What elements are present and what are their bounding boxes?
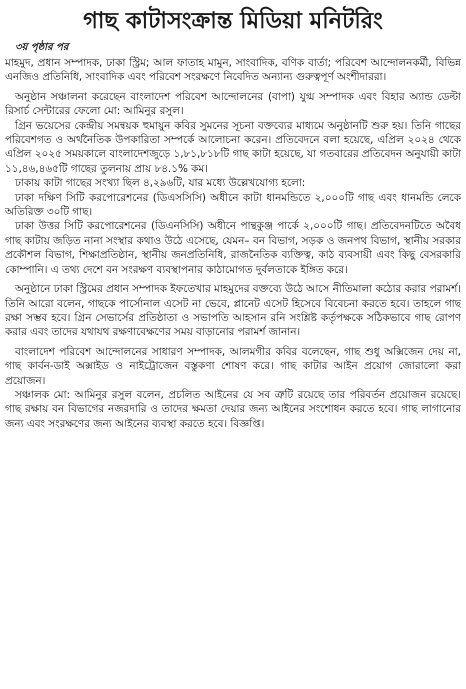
article-paragraph-6: ঢাকা উত্তর সিটি করপোরেশনের (ডিএনসিসি) অধীনে পান্থকুঞ্জ পার্কে ২,০০০টি গাছ। প্রতিবেদনটিতে অবৈধ গাছ কাটায় জড়িত নানা সংস্থার কথাও উঠে এসেছে, যেমন– বন বিভাগ, সড়ক ও জনপথ বিভাগ, স্থানীয় সরকার প্রকৌশল বিভাগ, শিক্ষাপ্রতিষ্ঠান, স্থানীয় জনপ্রতিনিধি, রাজনৈতিক ব্যক্তিত্ব, কাঠ ব্যবসায়ী এবং কিছু বেসরকারি কোম্পানি। এ তথ্য দেশে বন সংরক্ষণ ব্যবস্থাপনার কাঠামোগত দুর্বলতাকে ইঙ্গিত করে।: [5, 220, 461, 276]
article-headline: গাছ কাটাসংক্রান্ত মিডিয়া মনিটরিং: [83, 8, 383, 34]
newspaper-clipping: [5, 4, 461, 685]
article-paragraph-7: অনুষ্ঠানে ঢাকা স্ট্রিমের প্রধান সম্পাদক ইফতেখার মাহমুদের বক্তব্যে উঠে আসে নীতিমালা কঠোর করার পরামর্শ। তিনি আরো বলেন, গাছকে পার্সোনাল এসেট না ভেবে, প্লানেট এসেট হিসেবে বিবেচনা করতে হবে। তাহলে গাছ রক্ষা সম্ভব হবে। গ্রিন সেভার্সের প্রতিষ্ঠাতা ও সভাপতি আহসান রনি সংশ্লিষ্ট কর্তৃপক্ষকে সঠিকভাবে গাছ রোপণ করার এবং তাদের যথাযথ রক্ষণাবেক্ষণের সময় বাড়ানোর পরামর্শ জানান।: [5, 283, 461, 339]
article-paragraph-9: সঞ্চালক মো: আমিনুর রসুল বলেন, প্রচলিত আইনের যে সব ত্রুটি রয়েছে তার পরিবর্তন প্রয়োজন রয়েছে। গাছ রক্ষায় বন বিভাগের নজরদারি ও তাদের ক্ষমতা দেয়ার জন্য আইনের সংশোধন করতে হবে। গাছ লাগানোর জন্য এবং সংরক্ষণের জন্য আইনের ব্যবস্থা করতে হবে। বিজ্ঞপ্তি।: [5, 388, 461, 430]
article-paragraph-8: বাংলাদেশ পরিবেশ আন্দোলনের সাধারণ সম্পাদক, আলমগীর কবির বলেছেন, গাছ শুধু অক্সিজেন দেয় না, গাছ কার্বন-ডাই অক্সাইড ও নাইট্রোজেন বস্তুকণা শোষণ করে। গাছ কাটার আইন প্রয়োগ জোরালো করা প্রয়োজন।: [5, 345, 461, 387]
article-body: [5, 56, 461, 431]
article-paragraph-1: মাহমুদ, প্রধান সম্পাদক, ঢাকা স্ট্রিম; আল ফাতাহ মামুন, সাংবাদিক, বণিক বার্তা; পরিবেশ আন্দোলনকর্মী, বিভিন্ন এনজিও প্রতিনিধি, সাংবাদিক এবং পরিবেশ সংরক্ষণে নিবেদিত অন্যান্য গুরুত্বপূর্ণ অংশীদাররা।: [5, 57, 461, 84]
article-paragraph-5: ঢাকা দক্ষিণ সিটি করপোরেশনের (ডিএসসিসি) অধীনে কাটা ধানমন্ডিতে ২,০০০টি গাছ এবং ধানমন্ডি লেকে অতিরিক্ত ৩০টি গাছ।: [5, 191, 461, 219]
continued-from-note: ৩য় পৃষ্ঠার পর: [15, 42, 69, 53]
article-paragraph-2: অনুষ্ঠান সঞ্চালনা করেছেন বাংলাদেশ পরিবেশ আন্দোলনের (বাপা) যুগ্ম সম্পাদক এবং বিহার অ্যান্ড ডেল্টা রিসার্চ সেন্টারের ফেলো মো: আমিনুর রসুল।: [5, 90, 461, 118]
article-paragraph-3: গ্রিন ভয়েসের কেন্দ্রীয় সমন্বয়ক হুমায়ুন কবির সুমনের সূচনা বক্তব্যের মাধ্যমে অনুষ্ঠানটি শুরু হয়। তিনি গাছের পরিবেশগত ও অর্থনৈতিক উপকারিতা সম্পর্কে আলোচনা করেন। প্রতিবেদনে বলা হয়েছে, এপ্রিল ২০২৪ থেকে এপ্রিল ২০২৫ সময়কালে বাংলাদেশজুড়ে ১,৮১,৮১৮টি গাছ কাটা হয়েছে, যা গতবারের প্রতিবেদন অনুযায়ী কাটা ১১,৪৬,৪৬৫টি গাছের তুলনায় প্রায় ৮৪.১% কম।: [5, 119, 461, 175]
article-paragraph-4: ঢাকায় কাটা গাছের সংখ্যা ছিল ৪,২৯৬টি, যার মধ্যে উল্লেখযোগ্য হলো:: [15, 177, 306, 190]
